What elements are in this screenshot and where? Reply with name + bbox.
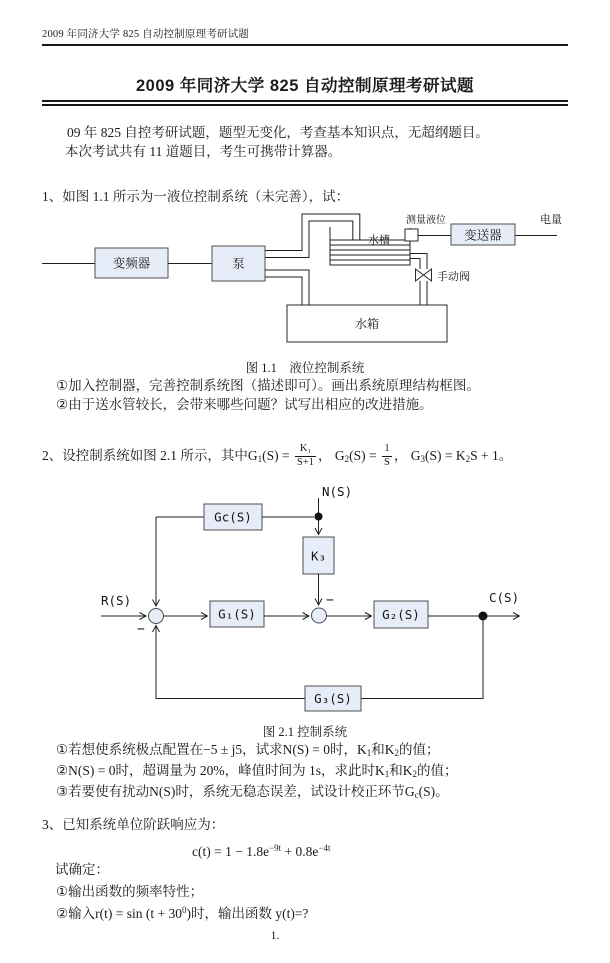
g3-label: G₃(S) (314, 691, 352, 706)
figure-2-1-caption: 图 2.1 控制系统 (262, 725, 348, 739)
transmitter-box (451, 224, 515, 245)
figure-2-1-block-diagram (100, 483, 525, 715)
manual-valve-label: 手动阀 (437, 271, 470, 283)
manual-valve-icon (416, 269, 432, 281)
intro-line-2: 本次考试共有 11 道题目，考生可携带计算器。 (65, 144, 342, 159)
q1-item-2: ②由于送水管较长，会带来哪些问题？试写出相应的改进措施。 (56, 397, 433, 412)
supply-pipe (265, 214, 360, 258)
summing-junction-1 (149, 609, 164, 624)
g2-block (374, 601, 428, 628)
sum1-minus-sign: − (137, 622, 145, 637)
title-rule-bottom (42, 104, 568, 106)
q2-stem: 2、设控制系统如图 2.1 所示，其中$G_1(S)$ = $\frac{\text{K₁}}{S+1}$ ， $G_2(S)$ = $\frac{1}{S}$ ， $G_3(S) = K_2S + 1$。 (42, 443, 513, 468)
water-trough (330, 227, 410, 265)
figure-1-1-liquid-level-diagram (0, 205, 610, 355)
q3-determine: 试确定： (55, 862, 109, 877)
g1-label: G₁(S) (218, 606, 256, 622)
gc-label: Gc(S) (214, 509, 252, 525)
q2-item-3: ③若要使有扰动N(S)时，系统无稳态误差，试设计校正环节$G_c(S)$。 (56, 784, 449, 800)
sum2-minus-sign: − (326, 593, 334, 608)
q3-stem: 3、已知系统单位阶跃响应为： (42, 817, 225, 832)
intro-line-1: 09 年 825 自控考研试题，题型无变化，考查基本知识点，无超纲题目。 (67, 125, 489, 140)
k3-label: K₃ (310, 548, 327, 564)
water-tank (287, 305, 447, 342)
q3-step-response-formula: $c(t) = 1 - 1.8e^{-9t} + 0.8e^{-4t}$ (192, 843, 331, 859)
transmitter-label: 变送器 (464, 228, 502, 243)
figure-1-1-caption: 图 1.1 液位控制系统 (245, 361, 365, 375)
water-trough-label: 水槽 (368, 234, 390, 247)
n-s-label: N(S) (322, 484, 353, 499)
pump-label: 泵 (232, 257, 245, 271)
g2-label: G₂(S) (382, 607, 420, 622)
c-s-label: C(S) (489, 590, 520, 605)
water-tank-label: 水箱 (354, 317, 380, 331)
gc-block (204, 504, 262, 530)
q3-item-1: ①输出函数的频率特性； (56, 884, 204, 899)
running-header: 2009 年同济大学 825 自动控制原理考研试题 (42, 29, 250, 40)
header-rule (42, 44, 568, 46)
q1-stem: 1、如图 1.1 所示为一液位控制系统（未完善），试： (42, 189, 350, 204)
summing-junction-2 (312, 608, 327, 623)
pump-box (212, 246, 265, 281)
page-number: 1. (270, 928, 280, 942)
g1-block (210, 601, 264, 627)
g3-block (305, 686, 361, 711)
electric-quantity-label: 电量 (540, 214, 562, 226)
frequency-converter-label: 变频器 (112, 256, 151, 271)
k3-block (303, 537, 334, 574)
title-rule-top (42, 100, 568, 102)
q2-item-2: ②N(S) = 0时，超调量为 20%，峰值时间为 1s，求此时$K_1$和$K_2$的值； (56, 763, 458, 779)
q2-item-1: ①若想使系统极点配置在−5 ± j5，试求N(S) = 0时，$K_1$和$K_2$的值； (56, 742, 440, 758)
level-sensor-box (405, 229, 418, 241)
q3-item-2: ②输入$r(t) = \sin (t + 30^0)$时，输出函数 y(t)=? (56, 905, 309, 921)
page-title: 2009 年同济大学 825 自动控制原理考研试题 (136, 77, 474, 95)
r-s-label: R(S) (101, 593, 132, 608)
frequency-converter-box (95, 248, 168, 278)
measure-level-label: 测量液位 (406, 215, 446, 226)
q1-item-1: ①加入控制器，完善控制系统图（描述即可）。画出系统原理结构框图。 (56, 378, 480, 393)
